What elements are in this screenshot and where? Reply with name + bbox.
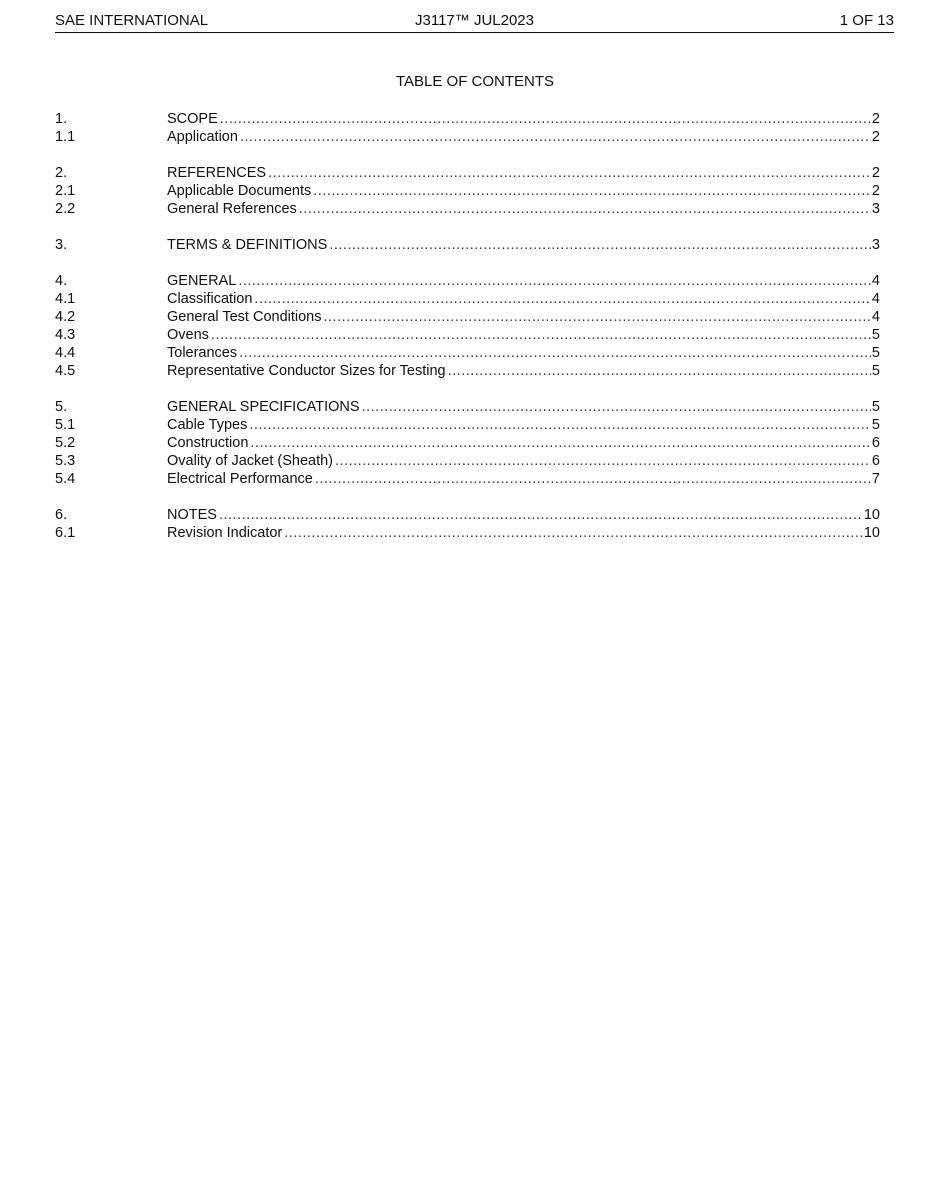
toc-entry-number: 2.1 <box>55 183 76 199</box>
toc-entry-number: 2.2 <box>55 201 76 217</box>
toc-entry-title: Application <box>167 129 238 145</box>
dot-leader <box>313 182 871 200</box>
toc-entry-number: 3. <box>55 237 68 253</box>
document-id: J3117™ JUL2023 <box>415 12 534 29</box>
toc-entry[interactable] <box>55 236 880 254</box>
dot-leader <box>284 524 863 542</box>
toc-entry-number: 5.2 <box>55 435 76 451</box>
toc-entry-page: 4 <box>871 291 880 307</box>
toc-entry[interactable] <box>55 326 880 344</box>
toc-entry[interactable] <box>55 164 880 182</box>
toc-entry-page: 6 <box>871 453 880 469</box>
toc-entry-page: 5 <box>871 399 880 415</box>
toc-entry-number: 4.2 <box>55 309 76 325</box>
toc-entry-number: 5.3 <box>55 453 76 469</box>
dot-leader <box>239 344 871 362</box>
toc-entry-page: 5 <box>871 345 880 361</box>
toc-entry-page: 5 <box>871 417 880 433</box>
toc-entry-number: 1. <box>55 111 68 127</box>
toc-entry-number: 5.1 <box>55 417 76 433</box>
dot-leader <box>220 110 871 128</box>
dot-leader <box>240 128 871 146</box>
toc-entry-page: 4 <box>871 309 880 325</box>
toc-entry-title: REFERENCES <box>167 165 267 181</box>
toc-entry-title: Electrical Performance <box>167 471 313 487</box>
toc-entry-number: 6.1 <box>55 525 76 541</box>
dot-leader <box>238 272 871 290</box>
toc-entry-title: Applicable Documents <box>167 183 312 199</box>
toc-entry-number: 2. <box>55 165 68 181</box>
dot-leader <box>211 326 871 344</box>
toc-entry-page: 10 <box>863 507 880 523</box>
toc-entry-number: 5.4 <box>55 471 76 487</box>
toc-entry-page: 10 <box>863 525 880 541</box>
toc-entry-page: 5 <box>871 363 880 379</box>
toc-entry-number: 5. <box>55 399 68 415</box>
toc-entry-title: Classification <box>167 291 253 307</box>
toc-entry-page: 2 <box>871 183 880 199</box>
toc-entry-title: GENERAL SPECIFICATIONS <box>167 399 360 415</box>
page-number: 1 OF 13 <box>839 12 894 29</box>
toc-entry-number: 4.3 <box>55 327 76 343</box>
toc-entry-title: GENERAL <box>167 273 237 289</box>
table-of-contents <box>55 110 880 542</box>
dot-leader <box>249 416 871 434</box>
toc-entry-title: General Test Conditions <box>167 309 322 325</box>
toc-entry-page: 4 <box>871 273 880 289</box>
dot-leader <box>362 398 871 416</box>
dot-leader <box>335 452 871 470</box>
dot-leader <box>315 470 871 488</box>
toc-entry-title: Revision Indicator <box>167 525 283 541</box>
page-header <box>55 10 894 33</box>
toc-entry-page: 2 <box>871 111 880 127</box>
toc-entry[interactable] <box>55 398 880 416</box>
toc-entry[interactable] <box>55 200 880 218</box>
toc-entry[interactable] <box>55 290 880 308</box>
toc-entry-title: Ovality of Jacket (Sheath) <box>167 453 334 469</box>
dot-leader <box>324 308 871 326</box>
toc-entry[interactable] <box>55 182 880 200</box>
toc-entry[interactable] <box>55 506 880 524</box>
dot-leader <box>299 200 871 218</box>
toc-entry[interactable] <box>55 344 880 362</box>
toc-entry-number: 4.1 <box>55 291 76 307</box>
toc-entry-title: Construction <box>167 435 249 451</box>
toc-entry-page: 3 <box>871 237 880 253</box>
toc-entry[interactable] <box>55 416 880 434</box>
toc-entry[interactable] <box>55 524 880 542</box>
toc-entry[interactable] <box>55 470 880 488</box>
dot-leader <box>448 362 871 380</box>
toc-entry-title: General References <box>167 201 297 217</box>
toc-entry-number: 1.1 <box>55 129 76 145</box>
toc-entry-title: Cable Types <box>167 417 248 433</box>
toc-entry-page: 2 <box>871 165 880 181</box>
toc-entry-page: 2 <box>871 129 880 145</box>
toc-heading: TABLE OF CONTENTS <box>395 73 555 90</box>
dot-leader <box>254 290 871 308</box>
toc-entry-page: 3 <box>871 201 880 217</box>
toc-entry-title: SCOPE <box>167 111 218 127</box>
toc-entry-title: NOTES <box>167 507 217 523</box>
dot-leader <box>219 506 863 524</box>
toc-entry-title: Ovens <box>167 327 209 343</box>
toc-entry[interactable] <box>55 362 880 380</box>
toc-entry[interactable] <box>55 110 880 128</box>
toc-entry[interactable] <box>55 128 880 146</box>
toc-entry-number: 4.4 <box>55 345 76 361</box>
toc-entry-title: Representative Conductor Sizes for Testing <box>167 363 446 379</box>
publisher-name: SAE INTERNATIONAL <box>55 12 209 29</box>
toc-entry[interactable] <box>55 308 880 326</box>
dot-leader <box>250 434 871 452</box>
toc-entry[interactable] <box>55 452 880 470</box>
dot-leader <box>329 236 871 254</box>
toc-entry-title: TERMS & DEFINITIONS <box>167 237 328 253</box>
toc-entry-page: 6 <box>871 435 880 451</box>
toc-entry[interactable] <box>55 272 880 290</box>
dot-leader <box>268 164 871 182</box>
toc-entry-page: 7 <box>871 471 880 487</box>
toc-entry-page: 5 <box>871 327 880 343</box>
toc-entry[interactable] <box>55 434 880 452</box>
toc-entry-number: 6. <box>55 507 68 523</box>
toc-entry-number: 4. <box>55 273 68 289</box>
toc-entry-number: 4.5 <box>55 363 76 379</box>
toc-entry-title: Tolerances <box>167 345 238 361</box>
